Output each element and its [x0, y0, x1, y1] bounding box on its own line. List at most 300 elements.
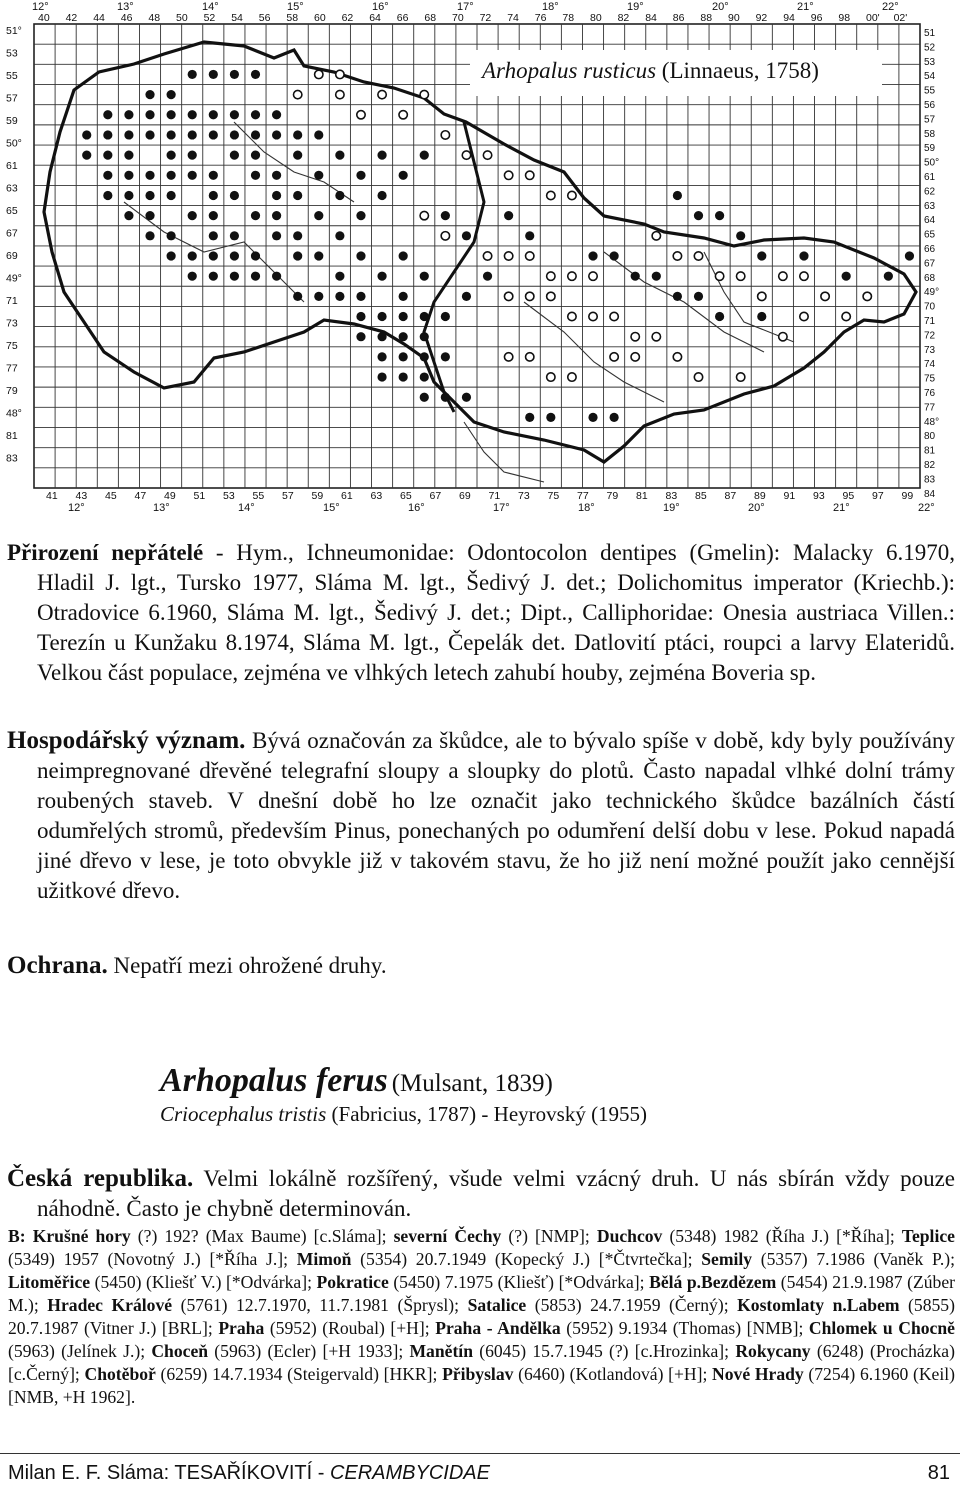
grid-number-bottom: 49 [164, 490, 176, 502]
grid-number-right: 48° [924, 416, 940, 428]
record-dot-filled [209, 191, 218, 200]
grid-number-right: 76 [924, 388, 936, 399]
record-dot-open [547, 191, 555, 199]
species-name: Arhopalus ferus [160, 1062, 388, 1099]
record-dot-filled [441, 312, 450, 321]
grid-number-top: 64 [369, 12, 381, 24]
record-dot-filled [610, 251, 619, 260]
record-dot-filled [145, 130, 154, 139]
record-dot-open [441, 131, 449, 139]
grid-number-left: 51° [6, 25, 22, 37]
grid-number-right: 51 [924, 28, 936, 39]
record-dot-filled [209, 110, 218, 119]
record-dot-filled [462, 231, 471, 240]
grid-number-bottom: 99 [901, 490, 914, 502]
record-dot-filled [167, 90, 176, 99]
grid-number-top: 62 [341, 12, 354, 24]
degree-label-bottom: 18° [578, 502, 595, 514]
record-dot-filled [124, 191, 133, 200]
record-dot-filled [272, 272, 281, 281]
record-dot-filled [356, 332, 365, 341]
record-dot-filled [145, 171, 154, 180]
grid-number-right: 80 [924, 431, 936, 443]
record-dot-open [631, 353, 639, 361]
grid-number-right: 68 [924, 272, 936, 284]
record-dot-open [736, 373, 744, 381]
degree-label-top: 15° [287, 2, 304, 13]
grid-number-top: 68 [424, 12, 437, 24]
grid-number-left: 48° [6, 407, 22, 420]
record-dot-open [504, 252, 512, 260]
record-dot-open [568, 191, 576, 199]
record-dot-filled [377, 372, 386, 381]
grid-number-top: 52 [203, 12, 216, 24]
grid-number-top: 96 [810, 12, 823, 24]
record-dot-filled [757, 312, 766, 321]
degree-label-top: 17° [457, 2, 474, 13]
natural-enemies-paragraph [7, 538, 955, 688]
grid-number-top: 76 [534, 12, 547, 24]
page-number: 81 [927, 1462, 950, 1484]
record-dot-open [293, 90, 301, 98]
record-dot-filled [314, 251, 323, 260]
degree-label-bottom: 13° [153, 502, 170, 514]
records-list: B: Krušné hory (?) 192? (Max Baume) [c.Sláma]; severní Čechy (?) [NMP]; Duchcov (5348) 1982 (Říha J.) [*Říha]; Teplice (5349) 1957 (Novotný J.) [*Říha J.]; Mimoň (5354) 20.7.1949 (Kopecký J.) [*Čtvrtečka]; Semily (5357) 7.1986 (Vaněk P.); Litoměřice (5450) (Kliešť V.) [*Odvárka]; Pokratice (5450) 7.1975 (Kliešť) [*Odvárka]; Bělá p.Bezdězem (5454) 21.9.1987 (Zúber M.); Hradec Králové (5761) 12.7.1970, 11.7.1981 (Šprysl); Satalice (5853) 24.7.1959 (Černý); Kostomlaty n.Labem (5855) 20.7.1987 (Vitner J.) [BRL]; Praha (5952) (Roubal) [+H]; Praha - Andělka (5952) 9.1934 (Thomas) [NMB]; Chlomek u Chocně (5963) (Jelínek J.); Choceň (5963) (Ecler) [+H 1933]; Manětín (6045) 15.7.1945 (?) [c.Hrozinka]; Rokycany (6248) (Procházka) [c.Černý]; Chotěboř (6259) 14.7.1934 (Steigervald) [HKR]; Přibyslav (6460) (Kotlandová) [+H]; Nové Hrady (7254) 6.1960 (Keil) [NMB, +H 1962]. [8, 1226, 956, 1407]
grid-number-left: 59 [6, 115, 18, 127]
grid-number-bottom: 73 [518, 490, 530, 502]
grid-number-bottom: 87 [724, 490, 737, 502]
record-dot-filled [230, 231, 239, 240]
record-dot-filled [209, 130, 218, 139]
record-dot-filled [399, 171, 408, 180]
record-dot-open [504, 171, 512, 179]
record-dot-filled [356, 292, 365, 301]
grid-number-bottom: 81 [636, 490, 648, 502]
record-dot-filled [504, 211, 513, 220]
record-dot-filled [167, 231, 176, 240]
synonym-name: Criocephalus tristis [160, 1102, 327, 1126]
record-dot-filled [293, 191, 302, 200]
grid-number-bottom: 75 [547, 490, 560, 502]
grid-number-right: 82 [924, 460, 936, 471]
record-dot-filled [483, 272, 492, 281]
record-dot-open [504, 292, 512, 300]
record-dot-filled [230, 110, 239, 119]
grid-number-top: 40 [38, 12, 50, 24]
record-dot-open [610, 312, 618, 320]
record-dot-filled [377, 332, 386, 341]
degree-label-top: 13° [117, 2, 134, 13]
grid-number-top: 66 [396, 12, 409, 24]
record-dot-open [694, 252, 702, 260]
record-dot-filled [82, 130, 91, 139]
record-dot-filled [293, 130, 302, 139]
record-dot-filled [420, 151, 429, 160]
species-synonym [160, 1102, 647, 1127]
grid-number-right: 66 [924, 244, 936, 255]
grid-number-bottom: 53 [223, 490, 235, 502]
degree-label-top: 12° [32, 2, 49, 13]
record-dot-open [568, 312, 576, 320]
grid-number-top: 88 [700, 12, 713, 24]
record-dot-filled [377, 151, 386, 160]
czech-republic-text: Velmi lokálně rozšířený, všude velmi vzácný druh. U nás sbírán vždy pouze náhodně. Často je chybně determinován. [37, 1166, 955, 1221]
grid-number-bottom: 57 [282, 490, 294, 502]
record-dot-filled [188, 110, 197, 119]
record-dot-filled [103, 110, 112, 119]
record-dot-open [589, 272, 597, 280]
record-dot-filled [145, 211, 154, 220]
record-dot-filled [167, 151, 176, 160]
grid-number-right: 77 [924, 402, 936, 414]
record-dot-filled [335, 272, 344, 281]
grid-number-right: 75 [924, 373, 936, 385]
record-dot-filled [420, 272, 429, 281]
grid-number-right: 54 [924, 71, 936, 83]
record-dot-filled [272, 130, 281, 139]
record-dot-filled [188, 130, 197, 139]
grid-number-bottom: 65 [400, 490, 412, 502]
record-dot-filled [251, 211, 260, 220]
record-dot-open [547, 272, 555, 280]
record-dot-filled [230, 151, 239, 160]
grid-number-left: 61 [6, 160, 18, 172]
record-dot-filled [145, 110, 154, 119]
record-dot-filled [462, 393, 471, 402]
record-dot-filled [124, 130, 133, 139]
record-dot-filled [293, 151, 302, 160]
grid-number-left: 81 [6, 430, 18, 442]
record-dot-filled [124, 211, 133, 220]
degree-label-bottom: 20° [748, 502, 765, 514]
record-dot-filled [884, 272, 893, 281]
footer-title: Milan E. F. Sláma: TESAŘÍKOVITÍ - CERAMBYCIDAE [8, 1462, 490, 1484]
record-dot-open [547, 292, 555, 300]
record-dot-filled [736, 231, 745, 240]
record-dot-open [694, 373, 702, 381]
grid-number-top: 94 [783, 12, 795, 24]
record-dot-filled [167, 191, 176, 200]
grid-number-left: 83 [6, 452, 18, 465]
record-dot-filled [188, 211, 197, 220]
protection-paragraph [7, 951, 955, 981]
record-dot-filled [230, 70, 239, 79]
record-dot-open [483, 151, 491, 159]
grid-number-top: 72 [479, 12, 492, 24]
record-dot-open [547, 373, 555, 381]
record-dot-open [652, 232, 660, 240]
record-dot-filled [799, 251, 808, 260]
grid-number-right: 52 [924, 42, 936, 54]
record-dot-filled [209, 251, 218, 260]
record-dot-filled [272, 191, 281, 200]
species-heading [160, 1062, 553, 1100]
record-dot-filled [399, 372, 408, 381]
record-dot-open [399, 111, 407, 119]
record-dot-filled [462, 292, 471, 301]
grid-number-bottom: 71 [488, 490, 501, 502]
grid-number-bottom: 43 [75, 490, 88, 502]
map-title-species: Arhopalus rusticus [482, 58, 657, 83]
record-dot-filled [188, 151, 197, 160]
record-dot-filled [145, 191, 154, 200]
grid-number-bottom: 63 [370, 490, 383, 502]
record-dot-filled [356, 251, 365, 260]
record-dot-filled [293, 251, 302, 260]
record-dot-open [652, 332, 660, 340]
record-dot-filled [124, 151, 133, 160]
record-dot-filled [314, 130, 323, 139]
grid-number-left: 75 [6, 340, 18, 352]
record-dot-open [336, 70, 344, 78]
czech-republic-heading: Česká republika. [7, 1165, 194, 1192]
species-author: (Mulsant, 1839) [391, 1070, 553, 1097]
economic-importance-text: Bývá označován za škůdce, ale to bývalo spíše v době, kdy byly používány neimpregnované dřevěné telegrafní sloupy a sloupky do plotů. Často napadal vlhké dolní trámy roubených staveb. V dnešní době ho lze označit jako technického škůdce bazálních částí odumřelých stromů, především Pinus, ponechaných po odumření delší dobu v lese. Pokud napadá jiné dřevo v lese, je toto obvykle již v takovém stavu, že ho již není možné použít jako cennější užitkové dřevo. [37, 728, 955, 903]
grid-number-right: 71 [924, 316, 936, 327]
record-dot-filled [356, 171, 365, 180]
record-dot-open [715, 272, 723, 280]
grid-number-left: 77 [6, 362, 18, 375]
record-dot-filled [673, 191, 682, 200]
record-dot-filled [209, 231, 218, 240]
degree-label-bottom: 19° [663, 502, 680, 514]
grid-number-left: 53 [6, 47, 18, 60]
grid-number-left: 79 [6, 385, 18, 397]
record-dot-open [779, 332, 787, 340]
footer-rule [0, 1453, 960, 1454]
grid-number-left: 55 [6, 70, 18, 82]
record-dot-filled [188, 171, 197, 180]
record-dot-filled [399, 251, 408, 260]
record-dot-filled [188, 272, 197, 281]
record-dot-filled [293, 231, 302, 240]
record-dot-filled [103, 171, 112, 180]
record-dot-filled [631, 272, 640, 281]
record-dot-filled [441, 393, 450, 402]
degree-label-bottom: 15° [323, 502, 340, 514]
record-dot-open [420, 211, 428, 219]
grid-number-right: 65 [924, 229, 936, 241]
grid-number-right: 63 [924, 200, 936, 212]
grid-number-top: 54 [231, 12, 243, 24]
record-dot-filled [757, 251, 766, 260]
grid-number-right: 73 [924, 344, 936, 356]
grid-number-bottom: 83 [665, 490, 678, 502]
record-dot-filled [272, 231, 281, 240]
grid-number-top: 46 [120, 12, 133, 24]
grid-number-top: 50 [176, 12, 188, 24]
grid-number-right: 55 [924, 85, 936, 97]
record-dot-filled [377, 272, 386, 281]
record-dot-filled [272, 110, 281, 119]
record-dot-filled [399, 292, 408, 301]
grid-number-right: 70 [924, 301, 936, 313]
record-dot-filled [441, 211, 450, 220]
record-dot-filled [335, 231, 344, 240]
grid-number-bottom: 77 [577, 490, 589, 502]
grid-number-top: 98 [838, 12, 851, 24]
grid-number-right: 58 [924, 128, 936, 140]
grid-number-top: 02' [893, 12, 908, 24]
record-dot-filled [420, 352, 429, 361]
record-dot-filled [167, 130, 176, 139]
grid-number-left: 73 [6, 317, 18, 330]
grid-number-bottom: 45 [105, 490, 117, 502]
record-dot-open [526, 353, 534, 361]
czech-republic-paragraph [7, 1164, 955, 1224]
grid-number-top: 82 [617, 12, 630, 24]
grid-number-bottom: 89 [754, 490, 766, 502]
grid-number-bottom: 55 [252, 490, 265, 502]
grid-number-left: 71 [6, 295, 18, 307]
record-dot-open [526, 292, 534, 300]
record-dot-filled [251, 70, 260, 79]
record-dot-filled [441, 352, 450, 361]
record-dot-open [504, 353, 512, 361]
grid-number-bottom: 95 [842, 490, 855, 502]
record-dot-filled [209, 211, 218, 220]
record-dot-open [526, 252, 534, 260]
grid-number-right: 61 [924, 172, 936, 183]
economic-importance-paragraph [7, 726, 955, 906]
grid-number-right: 81 [924, 445, 936, 457]
grid-number-top: 42 [65, 12, 78, 24]
grid-number-bottom: 41 [46, 490, 58, 502]
record-dot-filled [103, 191, 112, 200]
record-dot-filled [399, 332, 408, 341]
record-dot-filled [251, 130, 260, 139]
degree-label-bottom: 12° [68, 502, 85, 514]
degree-label-bottom: 16° [408, 502, 425, 514]
record-dot-filled [314, 171, 323, 180]
record-dot-filled [167, 171, 176, 180]
record-dot-filled [145, 90, 154, 99]
record-dot-open [673, 252, 681, 260]
record-dot-filled [399, 352, 408, 361]
record-dot-filled [251, 251, 260, 260]
grid-number-top: 48 [148, 12, 161, 24]
record-dot-open [736, 272, 744, 280]
grid-number-right: 67 [924, 258, 936, 270]
record-dot-open [526, 171, 534, 179]
natural-enemies-heading: Přirození nepřátelé [7, 540, 204, 565]
record-dot-filled [694, 292, 703, 301]
record-dot-open [315, 70, 323, 78]
grid-number-top: 84 [645, 12, 657, 24]
grid-number-right: 84 [924, 488, 936, 500]
record-dot-filled [103, 151, 112, 160]
record-dot-open [441, 232, 449, 240]
grid-number-bottom: 93 [813, 490, 825, 502]
record-dot-filled [694, 211, 703, 220]
grid-number-right: 56 [924, 100, 936, 111]
record-dot-filled [420, 393, 429, 402]
record-dot-open [758, 292, 766, 300]
grid-number-top: 78 [562, 12, 575, 24]
record-dot-open [589, 312, 597, 320]
record-dot-filled [377, 352, 386, 361]
degree-label-top: 20° [712, 2, 729, 13]
degree-label-bottom: 22° [918, 502, 935, 514]
record-dot-open [779, 272, 787, 280]
record-dot-open [420, 90, 428, 98]
grid-number-top: 60 [314, 12, 326, 24]
grid-number-right: 59 [924, 143, 936, 155]
natural-enemies-text: - Hym., Ichneumonidae: Odontocolon dentipes (Gmelin): Malacky 6.1970, Hladil J. lgt., Tursko 1977, Sláma M. lgt., Šedivý J. det.; Dolichomitus imperator (Kriechb.): Otradovice 6.1960, Sláma M. lgt., Šedivý J. det.; Dipt., Calliphoridae: Onesia austriaca Villen.: Terezín u Kunžaku 8.1974, Sláma M. lgt., Čepelák det. Datlovití ptáci, roupci a larvy Elateridů. Velkou část populace, zejména ve vlhkých letech zahubí houby, zejména Boveria sp. [37, 540, 955, 685]
record-dot-open [610, 353, 618, 361]
record-dot-open [483, 252, 491, 260]
grid-number-right: 83 [924, 474, 936, 486]
record-dot-filled [420, 332, 429, 341]
record-dot-filled [335, 292, 344, 301]
grid-number-left: 49° [6, 272, 22, 285]
economic-importance-heading: Hospodářský význam. [7, 727, 246, 754]
grid-number-right: 53 [924, 56, 936, 68]
record-dot-filled [230, 130, 239, 139]
record-dot-open [821, 292, 829, 300]
record-dot-filled [209, 272, 218, 281]
grid-number-right: 57 [924, 114, 936, 126]
grid-number-left: 69 [6, 250, 18, 262]
degree-label-bottom: 21° [833, 502, 850, 514]
degree-label-top: 14° [202, 2, 219, 13]
record-dot-filled [905, 251, 914, 260]
record-dot-filled [335, 151, 344, 160]
record-dot-filled [399, 312, 408, 321]
record-dot-filled [420, 312, 429, 321]
record-dot-filled [251, 272, 260, 281]
grid-number-bottom: 79 [606, 490, 619, 502]
record-dot-filled [588, 413, 597, 422]
record-dot-filled [103, 130, 112, 139]
record-dot-filled [251, 110, 260, 119]
grid-number-right: 62 [924, 186, 936, 198]
degree-label-bottom: 14° [238, 502, 255, 514]
record-dot-filled [356, 312, 365, 321]
record-dot-filled [293, 292, 302, 301]
record-dot-filled [314, 292, 323, 301]
grid-number-bottom: 51 [193, 490, 206, 502]
grid-number-right: 74 [924, 359, 936, 371]
grid-number-top: 90 [728, 12, 740, 24]
grid-number-left: 57 [6, 92, 18, 105]
degree-label-top: 18° [542, 2, 559, 13]
record-dot-filled [167, 110, 176, 119]
grid-number-top: 44 [93, 12, 105, 24]
grid-number-top: 00' [866, 12, 880, 24]
protection-heading: Ochrana. [7, 952, 108, 979]
record-dot-filled [377, 312, 386, 321]
record-dot-filled [230, 191, 239, 200]
record-dot-open [800, 272, 808, 280]
distribution-map [4, 2, 950, 518]
record-dot-open [357, 111, 365, 119]
record-dot-open [863, 292, 871, 300]
grid-number-top: 86 [672, 12, 685, 24]
record-dot-open [631, 332, 639, 340]
map-title-author: (Linnaeus, 1758) [661, 58, 819, 83]
map-title [482, 58, 819, 84]
record-dot-open [568, 373, 576, 381]
record-dot-filled [356, 211, 365, 220]
grid-number-left: 63 [6, 182, 18, 195]
record-dot-filled [420, 372, 429, 381]
grid-number-left: 65 [6, 205, 18, 217]
record-dot-filled [124, 171, 133, 180]
record-dot-open [378, 90, 386, 98]
grid-number-top: 70 [452, 12, 464, 24]
record-dot-filled [251, 171, 260, 180]
